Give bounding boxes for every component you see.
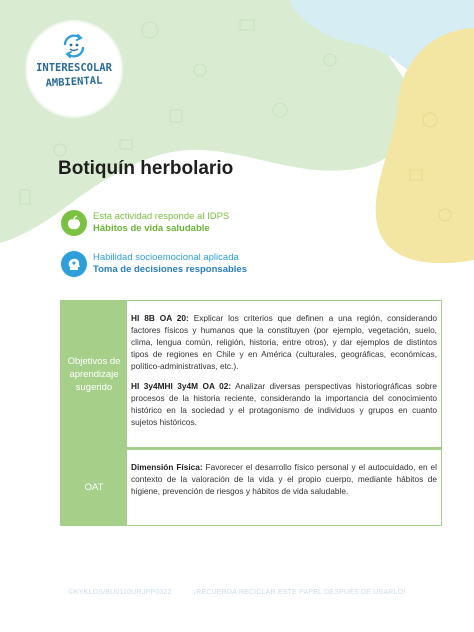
row-body-oat: [131, 461, 437, 505]
habilidad-value: Toma de decisiones responsables: [93, 264, 247, 275]
habilidad-intro: Habilidad socioemocional aplicada: [93, 252, 239, 263]
objective-text: Explicar los criterios que definen a una región, considerando factores físicos y humanos que la constituyen (por ejemplo, vegetación, suelo, clima, lengua común, religión, historia, entre otros), y dar ejemplos de distintos tipos de regiones en Chile y en América (culturales, geográficas, económicas, político-administrativas, etc.).: [131, 313, 437, 371]
row-label-oat: OAT: [61, 450, 127, 525]
idps-value: Hábitos de vida saludable: [93, 223, 210, 234]
oat-paragraph: [131, 461, 437, 497]
logo-text-line1: INTERESCOLAR: [36, 62, 112, 74]
idps-intro: Esta actividad responde al IDPS: [93, 211, 230, 222]
page-footer: [0, 589, 474, 596]
objective-code: HI 8B OA 20:: [131, 313, 189, 323]
page-title: Botiquín herbolario: [58, 158, 234, 179]
apple-icon: [61, 210, 87, 236]
idps-row: [61, 210, 229, 236]
objective-text: Analizar diversas perspectivas historiográficas sobre procesos de la historia reciente, considerando la importancia del conocimiento histórico en la sociedad y el protagonismo de individuos y grupos en cuanto sujetos históricos.: [131, 381, 437, 427]
objective-paragraph: [131, 380, 437, 428]
footer-slogan: ¡RECUERDA RECICLAR ESTE PAPEL DESPUÉS DE USARLO!: [193, 589, 406, 596]
oat-code: Dimensión Física:: [131, 462, 203, 472]
row-body-objetivos: [131, 312, 437, 436]
row-label-objetivos: Objetivos de aprendizaje sugerido: [61, 301, 127, 447]
logo-text-line2: AMBIENTAL: [45, 74, 103, 90]
footer-code: ©KYKLOS/BU0110URJPP0322: [68, 589, 172, 596]
oat-text: Favorecer el desarrollo físico personal y el autocuidado, en el contexto de la valoración de la vida y el propio cuerpo, mediante hábitos de higiene, prevención de riesgos y hábitos de vida saludable.: [131, 462, 437, 496]
logo-badge: [27, 22, 121, 116]
objective-paragraph: [131, 312, 437, 372]
recycle-face-icon: [60, 32, 88, 60]
objectives-table: [60, 300, 442, 526]
objective-code: HI 3y4MHI 3y4M OA 02:: [131, 381, 232, 391]
habilidad-row: [61, 251, 247, 277]
head-heart-icon: [61, 251, 87, 277]
